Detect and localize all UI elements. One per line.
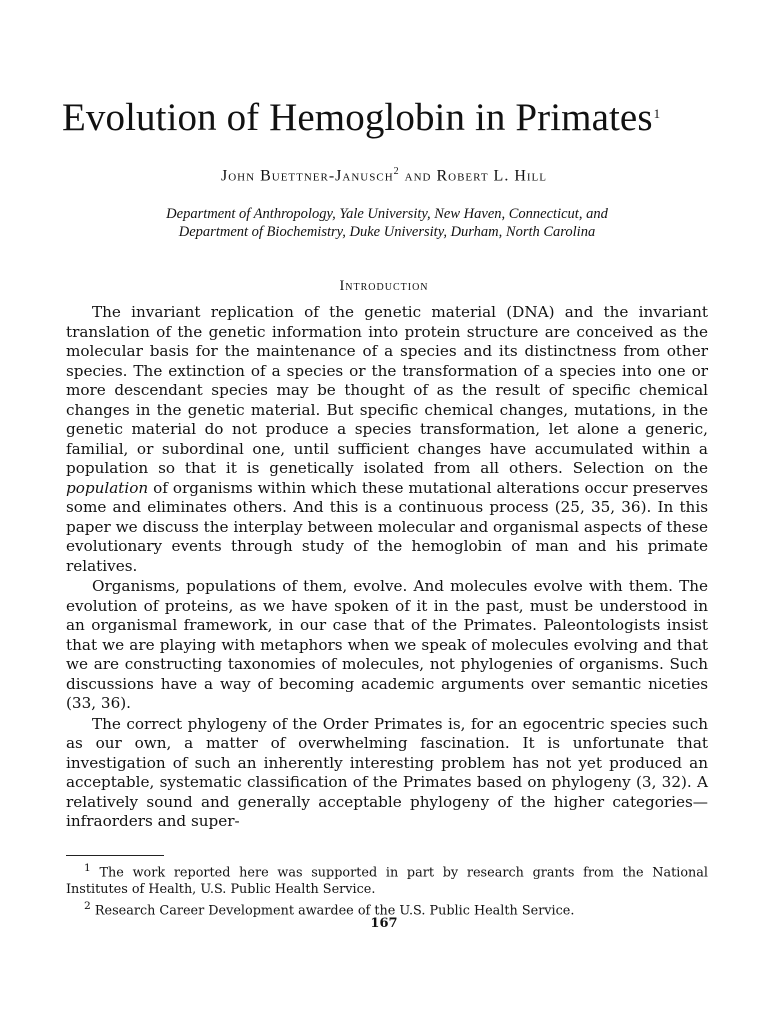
footnote-1 — [66, 860, 708, 898]
author-2: Robert L. Hill — [436, 167, 547, 185]
paragraph-3: The correct phylogeny of the Order Primates is, for an egocentric species such as our own, a matter of overwhelming fascination. It is unfortunate that investigation of such an inherently interesting problem has not yet produced an acceptable, systematic classification of the Primates based on phylogeny (3, 32). A relatively sound and generally acceptable phylogeny of the higher categories—infraorders and super- — [66, 714, 708, 830]
footnote-2-marker: 2 — [84, 899, 91, 913]
paragraph-1 — [66, 303, 708, 576]
affiliation-line-1: Department of Anthropology, Yale University, New Haven, Connecticut, and — [166, 206, 608, 222]
footnote-divider — [66, 855, 164, 856]
article-title — [62, 94, 722, 142]
author-line — [0, 166, 768, 185]
page-number: 167 — [370, 916, 398, 931]
affiliation-line-2: Department of Biochemistry, Duke University, Durham, North Carolina — [178, 224, 596, 240]
author-1: John Buettner-Janusch — [221, 167, 394, 185]
body-text — [66, 303, 708, 832]
footnote-2-text: Research Career Development awardee of the U.S. Public Health Service. — [94, 903, 575, 919]
paragraph-1-text-a: The invariant replication of the genetic material (DNA) and the invariant translation of the genetic information into protein structure are conceived as the molecular basis for the maintenance of a species and its distinctness from other species. The extinction of a species or the transformation of a species into one or more descendant species may be thought of as the result of specific chemical changes in the genetic material. But specific chemical changes, mutations, in the genetic material do not produce a species transformation, let alone a generic, familial, or subordinal one, until sufficient changes have accumulated within a population so that it is genetically isolated from all others. Selection on the — [66, 303, 708, 477]
paragraph-1-italic: population — [66, 478, 149, 497]
footnotes — [66, 860, 708, 920]
author-conjunction: and — [404, 167, 432, 185]
paragraph-1-text-b: of organisms within which these mutational alterations occur preserves some and eliminates others. And this is a continuous process (25, 35, 36). In this paper we discuss the interplay between molecular and organismal aspects of these evolutionary events through study of the hemoglobin of man and his primate relatives. — [66, 478, 708, 575]
title-footnote-marker: 1 — [653, 106, 661, 121]
paragraph-2: Organisms, populations of them, evolve. And molecules evolve with them. The evolution of proteins, as we have spoken of it in the past, must be understood in an organismal framework, in our case that of the Primates. Paleontologists insist that we are playing with metaphors when we speak of molecules evolving and that we are constructing taxonomies of molecules, not phylogenies of organisms. Such discussions have a way of becoming academic arguments over semantic niceties (33, 36). — [66, 577, 708, 712]
footnote-1-text: The work reported here was supported in part by research grants from the National Institutes of Health, U.S. Public Health Service. — [66, 865, 708, 897]
author-1-footnote-marker: 2 — [393, 166, 400, 177]
section-heading: Introduction — [339, 278, 429, 294]
footnote-1-marker: 1 — [84, 861, 91, 874]
article-title-text: Evolution of Hemoglobin in Primates — [62, 96, 653, 139]
